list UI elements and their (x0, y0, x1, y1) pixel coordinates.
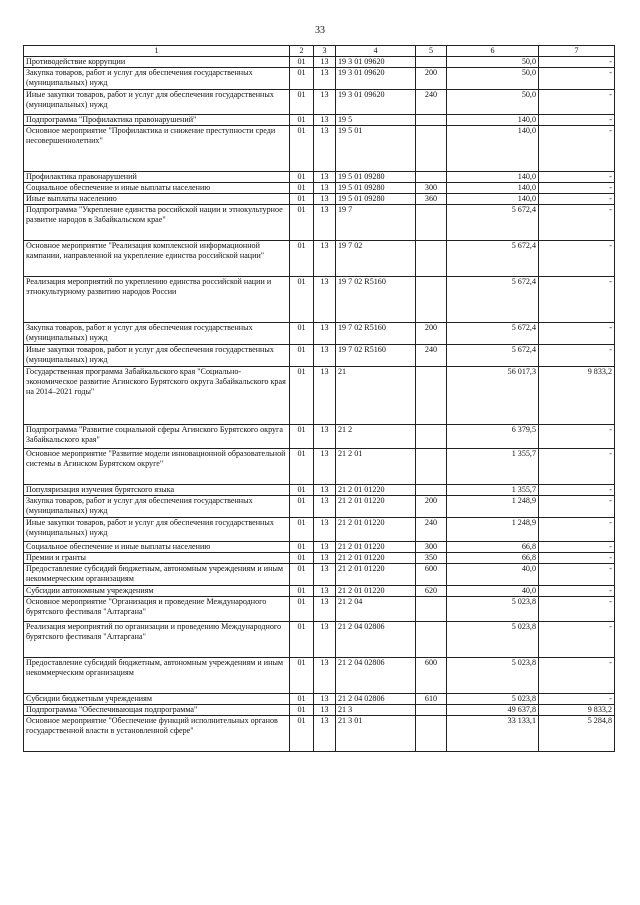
row-name: Социальное обеспечение и иные выплаты населению (24, 542, 290, 553)
row-section: 01 (290, 126, 314, 172)
table-row (24, 241, 615, 277)
row-expense-type: 240 (416, 90, 447, 115)
row-amount-federal: - (539, 425, 615, 449)
row-amount: 50,0 (447, 57, 539, 68)
row-target-code: 19 7 02 R5160 (336, 345, 416, 367)
row-section: 01 (290, 115, 314, 126)
column-header-5: 5 (416, 46, 447, 57)
row-amount-federal: - (539, 126, 615, 172)
row-amount-federal: - (539, 241, 615, 277)
row-expense-type (416, 425, 447, 449)
row-target-code: 19 5 01 09280 (336, 172, 416, 183)
column-header-4: 4 (336, 46, 416, 57)
row-name: Закупка товаров, работ и услуг для обеспечения государственных (муниципальных) нужд (24, 496, 290, 518)
row-target-code: 19 7 02 R5160 (336, 277, 416, 323)
row-expense-type (416, 485, 447, 496)
row-amount-federal: 9 833,2 (539, 367, 615, 425)
table-row (24, 622, 615, 658)
table-row (24, 68, 615, 90)
row-amount-federal: - (539, 57, 615, 68)
table-row (24, 115, 615, 126)
row-section: 01 (290, 485, 314, 496)
row-amount: 140,0 (447, 115, 539, 126)
row-subsection: 13 (314, 57, 336, 68)
row-subsection: 13 (314, 622, 336, 658)
row-target-code: 19 7 (336, 205, 416, 241)
row-target-code: 19 3 01 09620 (336, 57, 416, 68)
row-amount-federal: - (539, 183, 615, 194)
row-expense-type: 350 (416, 553, 447, 564)
row-amount: 140,0 (447, 194, 539, 205)
row-amount-federal: - (539, 68, 615, 90)
row-section: 01 (290, 277, 314, 323)
row-name: Премии и гранты (24, 553, 290, 564)
row-subsection: 13 (314, 586, 336, 597)
row-amount-federal: - (539, 277, 615, 323)
row-section: 01 (290, 705, 314, 716)
row-section: 01 (290, 241, 314, 277)
row-target-code: 21 2 01 01220 (336, 542, 416, 553)
row-amount: 50,0 (447, 90, 539, 115)
column-header-1: 1 (24, 46, 290, 57)
row-subsection: 13 (314, 205, 336, 241)
row-name: Основное мероприятие "Организация и проведение Международного бурятского фестиваля "Алтаргана" (24, 597, 290, 622)
row-amount: 1 248,9 (447, 518, 539, 542)
column-header-2: 2 (290, 46, 314, 57)
row-name: Подпрограмма "Профилактика правонарушений" (24, 115, 290, 126)
row-section: 01 (290, 553, 314, 564)
column-header-6: 6 (447, 46, 539, 57)
row-subsection: 13 (314, 115, 336, 126)
row-subsection: 13 (314, 564, 336, 586)
row-target-code: 21 2 01 01220 (336, 485, 416, 496)
row-expense-type (416, 126, 447, 172)
row-target-code: 21 2 04 02806 (336, 694, 416, 705)
row-section: 01 (290, 425, 314, 449)
row-amount: 5 023,8 (447, 597, 539, 622)
table-row (24, 564, 615, 586)
row-target-code: 19 5 (336, 115, 416, 126)
row-section: 01 (290, 345, 314, 367)
row-section: 01 (290, 597, 314, 622)
row-amount: 140,0 (447, 183, 539, 194)
row-name: Закупка товаров, работ и услуг для обеспечения государственных (муниципальных) нужд (24, 323, 290, 345)
row-amount: 1 355,7 (447, 485, 539, 496)
row-expense-type: 200 (416, 68, 447, 90)
table-row (24, 716, 615, 752)
row-amount: 140,0 (447, 126, 539, 172)
column-header-7: 7 (539, 46, 615, 57)
table-row (24, 57, 615, 68)
row-subsection: 13 (314, 716, 336, 752)
row-amount-federal: - (539, 194, 615, 205)
row-target-code: 19 5 01 (336, 126, 416, 172)
row-name: Профилактика правонарушений (24, 172, 290, 183)
row-amount-federal: - (539, 597, 615, 622)
row-target-code: 19 7 02 (336, 241, 416, 277)
row-amount: 40,0 (447, 586, 539, 597)
row-subsection: 13 (314, 172, 336, 183)
row-section: 01 (290, 694, 314, 705)
row-amount-federal: - (539, 345, 615, 367)
row-section: 01 (290, 449, 314, 485)
row-target-code: 21 2 (336, 425, 416, 449)
row-section: 01 (290, 205, 314, 241)
row-section: 01 (290, 586, 314, 597)
row-subsection: 13 (314, 658, 336, 694)
row-target-code: 21 2 01 01220 (336, 496, 416, 518)
row-name: Реализация мероприятий по укреплению единства российской нации и этнокультурному развитию народов России (24, 277, 290, 323)
row-expense-type (416, 115, 447, 126)
row-amount-federal: - (539, 542, 615, 553)
column-header-3: 3 (314, 46, 336, 57)
row-target-code: 21 3 01 (336, 716, 416, 752)
row-amount-federal: - (539, 553, 615, 564)
row-subsection: 13 (314, 496, 336, 518)
row-expense-type: 610 (416, 694, 447, 705)
row-name: Реализация мероприятий по организации и проведению Международного бурятского фестиваля "Алтаргана" (24, 622, 290, 658)
row-section: 01 (290, 496, 314, 518)
row-amount-federal: - (539, 694, 615, 705)
row-name: Основное мероприятие "Реализация комплексной информационной кампании, направленной на укрепление единства российской нации" (24, 241, 290, 277)
row-amount-federal: - (539, 172, 615, 183)
row-amount-federal: - (539, 449, 615, 485)
row-expense-type: 360 (416, 194, 447, 205)
row-subsection: 13 (314, 518, 336, 542)
row-section: 01 (290, 68, 314, 90)
row-expense-type: 600 (416, 564, 447, 586)
row-amount: 5 672,4 (447, 323, 539, 345)
row-amount: 66,8 (447, 542, 539, 553)
row-target-code: 19 5 01 09280 (336, 194, 416, 205)
row-name: Иные закупки товаров, работ и услуг для обеспечения государственных (муниципальных) нужд (24, 90, 290, 115)
row-subsection: 13 (314, 241, 336, 277)
row-expense-type (416, 57, 447, 68)
row-subsection: 13 (314, 367, 336, 425)
row-section: 01 (290, 367, 314, 425)
row-amount-federal: - (539, 205, 615, 241)
row-section: 01 (290, 564, 314, 586)
table-row (24, 126, 615, 172)
row-target-code: 21 2 01 (336, 449, 416, 485)
row-subsection: 13 (314, 323, 336, 345)
row-name: Основное мероприятие "Развитие модели инновационной образовательной системы в Агинском Бурятском округе" (24, 449, 290, 485)
row-amount: 5 672,4 (447, 345, 539, 367)
row-subsection: 13 (314, 425, 336, 449)
row-name: Закупка товаров, работ и услуг для обеспечения государственных (муниципальных) нужд (24, 68, 290, 90)
table-row (24, 485, 615, 496)
row-amount-federal: - (539, 496, 615, 518)
table-row (24, 345, 615, 367)
row-amount: 1 355,7 (447, 449, 539, 485)
row-target-code: 21 2 01 01220 (336, 564, 416, 586)
row-amount: 5 672,4 (447, 205, 539, 241)
row-subsection: 13 (314, 597, 336, 622)
row-subsection: 13 (314, 345, 336, 367)
row-name: Подпрограмма "Укрепление единства российской нации и этнокультурное развитие народов в Забайкальском крае" (24, 205, 290, 241)
table-row (24, 705, 615, 716)
row-amount: 5 023,8 (447, 622, 539, 658)
table-row (24, 597, 615, 622)
row-amount: 5 023,8 (447, 694, 539, 705)
row-subsection: 13 (314, 183, 336, 194)
row-name: Подпрограмма "Развитие социальной сферы Агинского Бурятского округа Забайкальского края" (24, 425, 290, 449)
row-amount-federal: - (539, 115, 615, 126)
row-target-code: 21 2 01 01220 (336, 518, 416, 542)
budget-table (23, 45, 615, 752)
row-name: Государственная программа Забайкальского края "Социально-экономическое развитие Агинского Бурятского округа Забайкальского края на 2014–2021 годы" (24, 367, 290, 425)
row-section: 01 (290, 194, 314, 205)
row-subsection: 13 (314, 705, 336, 716)
row-target-code: 21 2 04 (336, 597, 416, 622)
table-row (24, 425, 615, 449)
row-subsection: 13 (314, 68, 336, 90)
row-target-code: 21 2 01 01220 (336, 586, 416, 597)
table-row (24, 496, 615, 518)
row-name: Иные закупки товаров, работ и услуг для обеспечения государственных (муниципальных) нужд (24, 518, 290, 542)
row-amount-federal: - (539, 658, 615, 694)
row-subsection: 13 (314, 694, 336, 705)
row-target-code: 21 2 01 01220 (336, 553, 416, 564)
row-expense-type (416, 205, 447, 241)
row-amount-federal: 5 284,8 (539, 716, 615, 752)
table-row (24, 553, 615, 564)
row-subsection: 13 (314, 542, 336, 553)
row-subsection: 13 (314, 485, 336, 496)
table-row (24, 277, 615, 323)
row-name: Противодействие коррупции (24, 57, 290, 68)
row-amount: 6 379,5 (447, 425, 539, 449)
row-name: Основное мероприятие "Профилактика и снижение преступности среди несовершеннолетних" (24, 126, 290, 172)
row-amount: 49 637,8 (447, 705, 539, 716)
row-target-code: 21 2 04 02806 (336, 622, 416, 658)
table-row (24, 205, 615, 241)
row-amount-federal: - (539, 564, 615, 586)
row-subsection: 13 (314, 126, 336, 172)
row-name: Субсидии бюджетным учреждениям (24, 694, 290, 705)
header-row (24, 46, 615, 57)
row-amount-federal: - (539, 485, 615, 496)
row-name: Подпрограмма "Обеспечивающая подпрограмма" (24, 705, 290, 716)
row-name: Основное мероприятие "Обеспечение функций исполнительных органов государственной власти в установленной сфере" (24, 716, 290, 752)
row-name: Иные закупки товаров, работ и услуг для обеспечения государственных (муниципальных) нужд (24, 345, 290, 367)
table-row (24, 367, 615, 425)
row-section: 01 (290, 658, 314, 694)
row-amount: 50,0 (447, 68, 539, 90)
table-row (24, 323, 615, 345)
row-expense-type (416, 597, 447, 622)
row-target-code: 19 5 01 09280 (336, 183, 416, 194)
row-amount: 33 133,1 (447, 716, 539, 752)
row-expense-type: 300 (416, 183, 447, 194)
row-expense-type (416, 277, 447, 323)
row-amount-federal: - (539, 586, 615, 597)
table-row (24, 172, 615, 183)
table-body (24, 57, 615, 752)
row-section: 01 (290, 90, 314, 115)
row-subsection: 13 (314, 90, 336, 115)
row-name: Иные выплаты населению (24, 194, 290, 205)
row-amount-federal: 9 833,2 (539, 705, 615, 716)
row-subsection: 13 (314, 194, 336, 205)
row-expense-type (416, 172, 447, 183)
row-amount: 56 017,3 (447, 367, 539, 425)
row-target-code: 19 7 02 R5160 (336, 323, 416, 345)
row-expense-type: 240 (416, 518, 447, 542)
row-expense-type: 240 (416, 345, 447, 367)
table-row (24, 183, 615, 194)
table-row (24, 542, 615, 553)
row-expense-type (416, 367, 447, 425)
table-row (24, 586, 615, 597)
row-amount: 40,0 (447, 564, 539, 586)
row-name: Субсидии автономным учреждениям (24, 586, 290, 597)
row-section: 01 (290, 172, 314, 183)
row-section: 01 (290, 183, 314, 194)
table-row (24, 449, 615, 485)
row-name: Социальное обеспечение и иные выплаты населению (24, 183, 290, 194)
row-expense-type: 620 (416, 586, 447, 597)
row-amount-federal: - (539, 518, 615, 542)
row-target-code: 21 2 04 02806 (336, 658, 416, 694)
row-amount-federal: - (539, 622, 615, 658)
row-name: Популяризация изучения бурятского языка (24, 485, 290, 496)
row-name: Предоставление субсидий бюджетным, автономным учреждениям и иным некоммерческим организациям (24, 564, 290, 586)
table-row (24, 194, 615, 205)
row-target-code: 21 (336, 367, 416, 425)
row-target-code: 19 3 01 09620 (336, 90, 416, 115)
row-name: Предоставление субсидий бюджетным, автономным учреждениям и иным некоммерческим организациям (24, 658, 290, 694)
row-expense-type: 600 (416, 658, 447, 694)
row-section: 01 (290, 622, 314, 658)
row-expense-type: 200 (416, 323, 447, 345)
table-row (24, 518, 615, 542)
row-amount: 140,0 (447, 172, 539, 183)
row-amount: 5 023,8 (447, 658, 539, 694)
row-target-code: 19 3 01 09620 (336, 68, 416, 90)
row-expense-type (416, 449, 447, 485)
table-row (24, 658, 615, 694)
row-amount-federal: - (539, 323, 615, 345)
row-section: 01 (290, 542, 314, 553)
row-amount: 5 672,4 (447, 241, 539, 277)
table-row (24, 90, 615, 115)
row-amount-federal: - (539, 90, 615, 115)
row-target-code: 21 3 (336, 705, 416, 716)
row-amount: 5 672,4 (447, 277, 539, 323)
row-section: 01 (290, 518, 314, 542)
row-expense-type (416, 705, 447, 716)
row-amount: 66,8 (447, 553, 539, 564)
row-subsection: 13 (314, 553, 336, 564)
row-section: 01 (290, 57, 314, 68)
row-expense-type (416, 716, 447, 752)
row-expense-type (416, 622, 447, 658)
row-section: 01 (290, 716, 314, 752)
row-expense-type: 300 (416, 542, 447, 553)
row-subsection: 13 (314, 277, 336, 323)
page-number: 33 (315, 25, 325, 36)
row-subsection: 13 (314, 449, 336, 485)
table-row (24, 694, 615, 705)
row-section: 01 (290, 323, 314, 345)
row-expense-type: 200 (416, 496, 447, 518)
row-amount: 1 248,9 (447, 496, 539, 518)
row-expense-type (416, 241, 447, 277)
